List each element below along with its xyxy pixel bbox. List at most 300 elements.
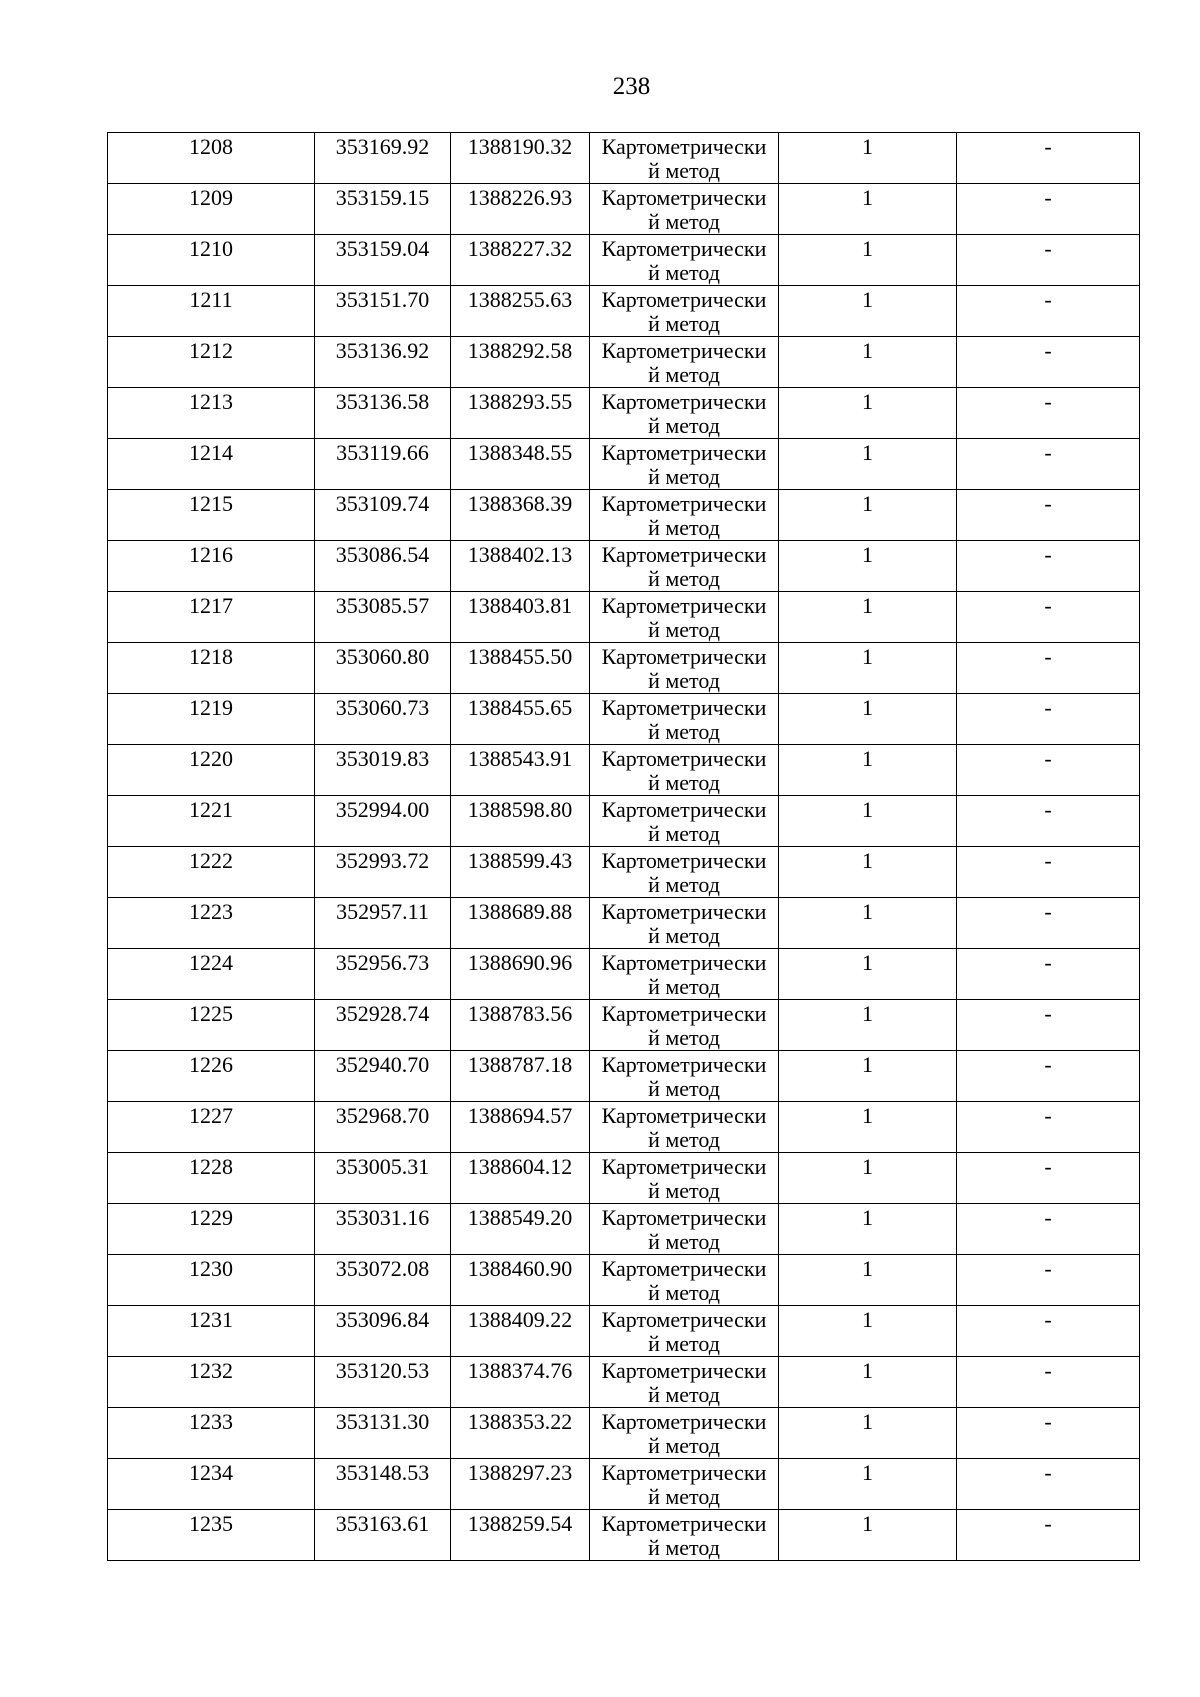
note-cell: [957, 184, 1140, 235]
point-number-cell-text: 1211: [189, 287, 233, 312]
method-text-line2: й метод: [648, 1535, 720, 1560]
method-text: [590, 1153, 778, 1203]
accuracy-cell: [779, 337, 957, 388]
x-coordinate-cell: [315, 592, 451, 643]
table-row: [108, 796, 1140, 847]
point-number-cell-text: 1215: [189, 491, 233, 516]
x-coordinate-cell: [315, 184, 451, 235]
y-coordinate-cell: [451, 745, 590, 796]
note-cell-text: -: [1044, 899, 1052, 924]
note-cell: [957, 898, 1140, 949]
y-coordinate-cell: [451, 235, 590, 286]
x-coordinate-cell-text: 353163.61: [335, 1511, 430, 1536]
accuracy-cell: [779, 643, 957, 694]
point-number-cell-text: 1233: [189, 1409, 233, 1434]
note-cell: [957, 490, 1140, 541]
y-coordinate-cell: [451, 337, 590, 388]
note-cell-text: -: [1044, 1052, 1052, 1077]
note-cell-text: -: [1044, 848, 1052, 873]
x-coordinate-cell: [315, 1102, 451, 1153]
note-cell: [957, 541, 1140, 592]
method-text: [590, 1102, 778, 1152]
method-text-line1: Картометрически: [601, 1052, 767, 1077]
method-cell: [590, 745, 779, 796]
table-row: [108, 898, 1140, 949]
note-cell-text: -: [1044, 950, 1052, 975]
point-number-cell: [108, 439, 315, 490]
method-text-line1: Картометрически: [601, 1307, 767, 1332]
accuracy-cell-text: 1: [862, 491, 873, 516]
method-text-line2: й метод: [648, 1025, 720, 1050]
method-cell: [590, 847, 779, 898]
accuracy-cell-text: 1: [862, 287, 873, 312]
x-coordinate-cell: [315, 1204, 451, 1255]
method-text-line1: Картометрически: [601, 1205, 767, 1230]
method-cell: [590, 541, 779, 592]
table-row: [108, 1102, 1140, 1153]
note-cell-text: -: [1044, 389, 1052, 414]
table-row: [108, 133, 1140, 184]
y-coordinate-cell-text: 1388455.65: [467, 695, 573, 720]
page-number: 238: [612, 73, 651, 100]
x-coordinate-cell: [315, 1357, 451, 1408]
accuracy-cell: [779, 1000, 957, 1051]
point-number-cell-text: 1218: [189, 644, 233, 669]
point-number-cell-text: 1209: [189, 185, 233, 210]
accuracy-cell-text: 1: [862, 1256, 873, 1281]
x-coordinate-cell: [315, 745, 451, 796]
x-coordinate-cell: [315, 1306, 451, 1357]
y-coordinate-cell-text: 1388292.58: [467, 338, 573, 363]
point-number-cell-text: 1232: [189, 1358, 233, 1383]
method-text-line1: Картометрически: [601, 695, 767, 720]
x-coordinate-cell: [315, 133, 451, 184]
x-coordinate-cell-text: 353060.80: [335, 644, 430, 669]
x-coordinate-cell-text: 352940.70: [335, 1052, 430, 1077]
table-row: [108, 1000, 1140, 1051]
note-cell: [957, 1153, 1140, 1204]
y-coordinate-cell: [451, 541, 590, 592]
table-row: [108, 1306, 1140, 1357]
note-cell-text: -: [1044, 1511, 1052, 1536]
method-text-line1: Картометрически: [601, 899, 767, 924]
method-text-line1: Картометрически: [601, 236, 767, 261]
note-cell-text: -: [1044, 542, 1052, 567]
accuracy-cell: [779, 1408, 957, 1459]
point-number-cell-text: 1208: [189, 134, 233, 159]
y-coordinate-cell-text: 1388227.32: [467, 236, 573, 261]
method-cell: [590, 439, 779, 490]
x-coordinate-cell: [315, 286, 451, 337]
accuracy-cell-text: 1: [862, 1001, 873, 1026]
y-coordinate-cell-text: 1388348.55: [467, 440, 573, 465]
note-cell-text: -: [1044, 695, 1052, 720]
table-row: [108, 745, 1140, 796]
note-cell: [957, 643, 1140, 694]
accuracy-cell: [779, 949, 957, 1000]
method-text-line1: Картометрически: [601, 848, 767, 873]
y-coordinate-cell-text: 1388455.50: [467, 644, 573, 669]
note-cell: [957, 133, 1140, 184]
table-body: [108, 133, 1140, 1561]
table-row: [108, 643, 1140, 694]
note-cell: [957, 1204, 1140, 1255]
accuracy-cell-text: 1: [862, 1052, 873, 1077]
accuracy-cell-text: 1: [862, 1358, 873, 1383]
x-coordinate-cell-text: 353131.30: [335, 1409, 430, 1434]
note-cell-text: -: [1044, 1154, 1052, 1179]
method-cell: [590, 184, 779, 235]
x-coordinate-cell-text: 353031.16: [335, 1205, 430, 1230]
coordinates-table: [107, 132, 1140, 1561]
method-text: [590, 643, 778, 693]
accuracy-cell-text: 1: [862, 389, 873, 414]
accuracy-cell-text: 1: [862, 1307, 873, 1332]
table-row: [108, 286, 1140, 337]
method-cell: [590, 643, 779, 694]
x-coordinate-cell-text: 353119.66: [336, 440, 429, 465]
x-coordinate-cell: [315, 1000, 451, 1051]
method-text-line2: й метод: [648, 209, 720, 234]
method-text-line1: Картометрически: [601, 287, 767, 312]
point-number-cell: [108, 133, 315, 184]
method-text-line2: й метод: [648, 1178, 720, 1203]
accuracy-cell: [779, 694, 957, 745]
x-coordinate-cell: [315, 949, 451, 1000]
method-cell: [590, 388, 779, 439]
y-coordinate-cell: [451, 847, 590, 898]
accuracy-cell-text: 1: [862, 1154, 873, 1179]
x-coordinate-cell: [315, 898, 451, 949]
method-text-line2: й метод: [648, 515, 720, 540]
y-coordinate-cell: [451, 1408, 590, 1459]
y-coordinate-cell-text: 1388543.91: [467, 746, 573, 771]
y-coordinate-cell-text: 1388368.39: [467, 491, 573, 516]
method-cell: [590, 133, 779, 184]
method-text-line2: й метод: [648, 617, 720, 642]
method-text-line2: й метод: [648, 362, 720, 387]
accuracy-cell-text: 1: [862, 695, 873, 720]
x-coordinate-cell-text: 352928.74: [335, 1001, 430, 1026]
y-coordinate-cell: [451, 1255, 590, 1306]
point-number-cell: [108, 847, 315, 898]
x-coordinate-cell: [315, 337, 451, 388]
accuracy-cell-text: 1: [862, 134, 873, 159]
note-cell: [957, 1051, 1140, 1102]
note-cell: [957, 1306, 1140, 1357]
note-cell-text: -: [1044, 644, 1052, 669]
accuracy-cell: [779, 133, 957, 184]
table-row: [108, 388, 1140, 439]
accuracy-cell: [779, 1510, 957, 1561]
table-row: [108, 1459, 1140, 1510]
point-number-cell: [108, 1102, 315, 1153]
method-text: [590, 1255, 778, 1305]
y-coordinate-cell: [451, 133, 590, 184]
point-number-cell: [108, 796, 315, 847]
method-text: [590, 1510, 778, 1560]
method-text: [590, 337, 778, 387]
point-number-cell: [108, 541, 315, 592]
method-text: [590, 541, 778, 591]
point-number-cell-text: 1221: [189, 797, 233, 822]
note-cell: [957, 847, 1140, 898]
point-number-cell-text: 1223: [189, 899, 233, 924]
method-text-line2: й метод: [648, 1127, 720, 1152]
method-text-line2: й метод: [648, 1331, 720, 1356]
note-cell-text: -: [1044, 338, 1052, 363]
point-number-cell: [108, 1051, 315, 1102]
accuracy-cell-text: 1: [862, 1409, 873, 1434]
table-row: [108, 439, 1140, 490]
method-text-line1: Картометрически: [601, 440, 767, 465]
table-row: [108, 490, 1140, 541]
point-number-cell-text: 1217: [189, 593, 233, 618]
y-coordinate-cell-text: 1388259.54: [467, 1511, 573, 1536]
method-text-line2: й метод: [648, 260, 720, 285]
note-cell: [957, 949, 1140, 1000]
method-text-line1: Картометрически: [601, 1154, 767, 1179]
y-coordinate-cell: [451, 592, 590, 643]
table-row: [108, 1357, 1140, 1408]
method-text: [590, 1459, 778, 1509]
y-coordinate-cell: [451, 286, 590, 337]
accuracy-cell-text: 1: [862, 593, 873, 618]
note-cell-text: -: [1044, 1205, 1052, 1230]
point-number-cell: [108, 1357, 315, 1408]
accuracy-cell: [779, 541, 957, 592]
point-number-cell-text: 1234: [189, 1460, 233, 1485]
y-coordinate-cell-text: 1388403.81: [467, 593, 573, 618]
note-cell-text: -: [1044, 440, 1052, 465]
table-row: [108, 847, 1140, 898]
accuracy-cell: [779, 388, 957, 439]
method-text-line2: й метод: [648, 158, 720, 183]
note-cell: [957, 1102, 1140, 1153]
note-cell-text: -: [1044, 1307, 1052, 1332]
method-text: [590, 133, 778, 183]
note-cell: [957, 235, 1140, 286]
accuracy-cell: [779, 1459, 957, 1510]
point-number-cell: [108, 1153, 315, 1204]
x-coordinate-cell-text: 353072.08: [335, 1256, 430, 1281]
point-number-cell: [108, 490, 315, 541]
x-coordinate-cell-text: 352993.72: [335, 848, 430, 873]
x-coordinate-cell: [315, 1255, 451, 1306]
x-coordinate-cell-text: 353136.92: [335, 338, 430, 363]
accuracy-cell: [779, 847, 957, 898]
point-number-cell: [108, 286, 315, 337]
method-text: [590, 898, 778, 948]
point-number-cell-text: 1226: [189, 1052, 233, 1077]
point-number-cell: [108, 694, 315, 745]
point-number-cell-text: 1212: [189, 338, 233, 363]
note-cell: [957, 592, 1140, 643]
table-row: [108, 1255, 1140, 1306]
accuracy-cell-text: 1: [862, 338, 873, 363]
accuracy-cell: [779, 592, 957, 643]
note-cell: [957, 286, 1140, 337]
method-cell: [590, 1255, 779, 1306]
accuracy-cell: [779, 796, 957, 847]
method-cell: [590, 286, 779, 337]
method-text: [590, 388, 778, 438]
table-row: [108, 694, 1140, 745]
x-coordinate-cell-text: 353159.04: [335, 236, 430, 261]
accuracy-cell-text: 1: [862, 542, 873, 567]
point-number-cell-text: 1222: [189, 848, 233, 873]
x-coordinate-cell-text: 352994.00: [335, 797, 430, 822]
x-coordinate-cell-text: 352956.73: [335, 950, 430, 975]
note-cell: [957, 745, 1140, 796]
accuracy-cell-text: 1: [862, 1511, 873, 1536]
method-cell: [590, 796, 779, 847]
point-number-cell-text: 1231: [189, 1307, 233, 1332]
x-coordinate-cell: [315, 490, 451, 541]
y-coordinate-cell: [451, 949, 590, 1000]
y-coordinate-cell-text: 1388409.22: [467, 1307, 573, 1332]
x-coordinate-cell-text: 353169.92: [335, 134, 430, 159]
method-text-line1: Картометрически: [601, 797, 767, 822]
method-cell: [590, 1306, 779, 1357]
note-cell: [957, 388, 1140, 439]
method-text-line1: Картометрически: [601, 1409, 767, 1434]
accuracy-cell-text: 1: [862, 1103, 873, 1128]
y-coordinate-cell: [451, 1102, 590, 1153]
note-cell-text: -: [1044, 236, 1052, 261]
note-cell: [957, 796, 1140, 847]
y-coordinate-cell-text: 1388783.56: [467, 1001, 573, 1026]
x-coordinate-cell: [315, 1408, 451, 1459]
accuracy-cell-text: 1: [862, 797, 873, 822]
note-cell: [957, 1510, 1140, 1561]
point-number-cell-text: 1216: [189, 542, 233, 567]
point-number-cell: [108, 1306, 315, 1357]
table-row: [108, 1153, 1140, 1204]
method-text: [590, 1000, 778, 1050]
x-coordinate-cell-text: 353005.31: [335, 1154, 430, 1179]
method-text-line1: Картометрически: [601, 491, 767, 516]
method-text-line2: й метод: [648, 1433, 720, 1458]
y-coordinate-cell: [451, 1510, 590, 1561]
method-text: [590, 1357, 778, 1407]
note-cell-text: -: [1044, 746, 1052, 771]
x-coordinate-cell-text: 353060.73: [335, 695, 430, 720]
y-coordinate-cell-text: 1388374.76: [467, 1358, 573, 1383]
point-number-cell: [108, 1255, 315, 1306]
x-coordinate-cell-text: 353136.58: [335, 389, 430, 414]
table-row: [108, 337, 1140, 388]
point-number-cell-text: 1235: [189, 1511, 233, 1536]
y-coordinate-cell: [451, 1306, 590, 1357]
y-coordinate-cell: [451, 1051, 590, 1102]
method-cell: [590, 1408, 779, 1459]
method-cell: [590, 1459, 779, 1510]
x-coordinate-cell: [315, 235, 451, 286]
point-number-cell-text: 1220: [189, 746, 233, 771]
accuracy-cell-text: 1: [862, 950, 873, 975]
method-text-line2: й метод: [648, 719, 720, 744]
table-row: [108, 1510, 1140, 1561]
y-coordinate-cell: [451, 1357, 590, 1408]
x-coordinate-cell: [315, 643, 451, 694]
method-text: [590, 286, 778, 336]
accuracy-cell-text: 1: [862, 644, 873, 669]
method-cell: [590, 949, 779, 1000]
method-text-line2: й метод: [648, 311, 720, 336]
y-coordinate-cell: [451, 1459, 590, 1510]
accuracy-cell-text: 1: [862, 1205, 873, 1230]
x-coordinate-cell: [315, 847, 451, 898]
x-coordinate-cell: [315, 541, 451, 592]
accuracy-cell: [779, 184, 957, 235]
method-text-line2: й метод: [648, 923, 720, 948]
note-cell-text: -: [1044, 287, 1052, 312]
y-coordinate-cell: [451, 1204, 590, 1255]
method-cell: [590, 592, 779, 643]
method-text-line1: Картометрически: [601, 746, 767, 771]
note-cell: [957, 1000, 1140, 1051]
method-text-line2: й метод: [648, 1382, 720, 1407]
y-coordinate-cell-text: 1388549.20: [467, 1205, 573, 1230]
note-cell-text: -: [1044, 491, 1052, 516]
accuracy-cell-text: 1: [862, 746, 873, 771]
x-coordinate-cell-text: 352957.11: [336, 899, 429, 924]
method-cell: [590, 1051, 779, 1102]
method-text: [590, 1408, 778, 1458]
note-cell: [957, 1408, 1140, 1459]
table-row: [108, 235, 1140, 286]
method-text: [590, 694, 778, 744]
note-cell: [957, 1459, 1140, 1510]
y-coordinate-cell-text: 1388460.90: [467, 1256, 573, 1281]
accuracy-cell: [779, 1051, 957, 1102]
accuracy-cell: [779, 1102, 957, 1153]
y-coordinate-cell-text: 1388598.80: [467, 797, 573, 822]
method-cell: [590, 1357, 779, 1408]
accuracy-cell-text: 1: [862, 848, 873, 873]
y-coordinate-cell-text: 1388690.96: [467, 950, 573, 975]
point-number-cell-text: 1228: [189, 1154, 233, 1179]
method-text: [590, 439, 778, 489]
point-number-cell: [108, 643, 315, 694]
method-text-line1: Картометрически: [601, 644, 767, 669]
method-text: [590, 490, 778, 540]
method-text-line1: Картометрически: [601, 542, 767, 567]
accuracy-cell-text: 1: [862, 440, 873, 465]
y-coordinate-cell: [451, 439, 590, 490]
point-number-cell-text: 1213: [189, 389, 233, 414]
accuracy-cell: [779, 745, 957, 796]
y-coordinate-cell-text: 1388293.55: [467, 389, 573, 414]
point-number-cell: [108, 337, 315, 388]
note-cell-text: -: [1044, 1358, 1052, 1383]
method-text-line1: Картометрически: [601, 1460, 767, 1485]
method-cell: [590, 898, 779, 949]
y-coordinate-cell: [451, 694, 590, 745]
note-cell: [957, 439, 1140, 490]
method-cell: [590, 1000, 779, 1051]
accuracy-cell: [779, 1204, 957, 1255]
table-row: [108, 184, 1140, 235]
point-number-cell: [108, 592, 315, 643]
x-coordinate-cell-text: 353096.84: [335, 1307, 430, 1332]
accuracy-cell: [779, 490, 957, 541]
method-text-line2: й метод: [648, 1076, 720, 1101]
note-cell-text: -: [1044, 1001, 1052, 1026]
method-cell: [590, 337, 779, 388]
method-text-line1: Картометрически: [601, 950, 767, 975]
